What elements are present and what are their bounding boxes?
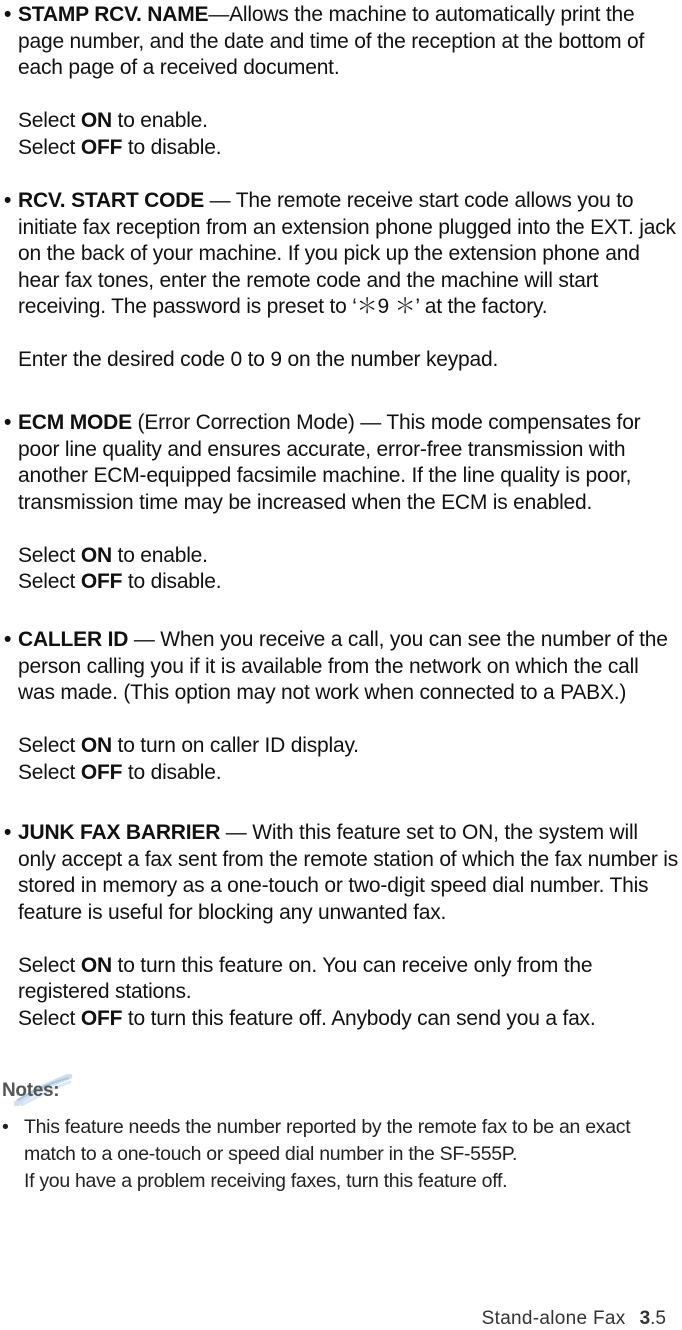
setting-ecm-mode (4, 410, 680, 596)
bullet: • (4, 3, 12, 26)
item-term: RCV. START CODE (18, 189, 205, 212)
item-description (18, 627, 680, 707)
option-keyword: OFF (80, 1006, 123, 1030)
setting-caller-id (4, 627, 680, 786)
option-keyword: ON (80, 543, 112, 567)
option-line: Select ON to turn this feature on. You can receive only from the registered stations. (18, 953, 593, 1003)
item-lead: —Allows the machine to automatically print the page number, and the date and time of the reception at the bottom of each page of a received document. (18, 3, 645, 79)
item-lead: (Error Correction Mode) — This mode compensates for poor line quality and ensures accurate, error-free transmission with another ECM-equipped facsimile machine. If the line quality is poor, transmission time may be increased when the ECM is enabled. (18, 411, 641, 514)
footer-chapter-number: 3 (639, 1308, 651, 1329)
option-line: Select OFF to disable. (18, 760, 222, 784)
item-description (18, 820, 680, 926)
item-term: JUNK FAX BARRIER (18, 821, 221, 844)
item-lead: — The remote receive start code allows you to initiate fax reception from an extension phone plugged into the EXT. jack on the back of your machine. If you pick up the extension phone and hear fax tones, enter the remote code and the machine will start receiving. The password is preset to ‘＊9 ＊’ at the factory. (18, 189, 676, 318)
page-footer (482, 1308, 666, 1330)
notes-title: Notes: (2, 1080, 60, 1101)
note-text: If you have a problem receiving faxes, turn this feature off. (24, 1170, 508, 1192)
item-description (18, 410, 680, 516)
item-lead: — With this feature set to ON, the system will only accept a fax sent from the remote station of which the fax number is stored in memory as a one-touch or two-digit speed dial number. This feature is useful for blocking any unwanted fax. (18, 821, 679, 924)
item-description (18, 188, 680, 321)
item-lead: — When you receive a call, you can see the number of the person calling you if it is available from the network on which the call was made. (This option may not work when connected to a PABX.) (18, 628, 668, 704)
note-text: This feature needs the number reported by the remote fax to be an exact match to a one-touch or speed dial number in the SF-555P. (24, 1116, 631, 1165)
option-line: Select ON to enable. (18, 109, 208, 132)
option-line: Select OFF to disable. (18, 135, 222, 159)
setting-stamp-rcv-name (4, 2, 680, 161)
option-keyword: OFF (80, 570, 123, 593)
footer-section-title: Stand-alone Fax (481, 1308, 626, 1329)
option-keyword: ON (80, 734, 112, 757)
bullet: • (4, 411, 12, 434)
setting-junk-fax-barrier (4, 820, 680, 1032)
bullet: • (4, 821, 12, 844)
option-keyword: OFF (80, 135, 123, 159)
option-line: Select OFF to disable. (18, 570, 222, 593)
option-line: Select ON to enable. (18, 543, 208, 567)
bullet: • (4, 189, 12, 212)
note-item (2, 1114, 680, 1195)
item-description (18, 2, 680, 82)
notes-section (2, 1080, 680, 1195)
option-line: Select ON to turn on caller ID display. (18, 734, 359, 757)
item-term: ECM MODE (18, 411, 132, 434)
option-keyword: ON (80, 109, 112, 132)
setting-rcv-start-code (4, 188, 680, 374)
item-term: STAMP RCV. NAME (18, 3, 209, 26)
bullet: • (4, 628, 12, 651)
bullet: • (2, 1116, 9, 1138)
item-term: CALLER ID (18, 628, 129, 651)
option-keyword: OFF (80, 760, 123, 784)
option-keyword: ON (80, 953, 112, 977)
footer-page-number: .5 (650, 1308, 666, 1329)
option-line: Select OFF to turn this feature off. Anybody can send you a fax. (18, 1006, 596, 1030)
item-extra: Enter the desired code 0 to 9 on the number keypad. (18, 348, 499, 371)
